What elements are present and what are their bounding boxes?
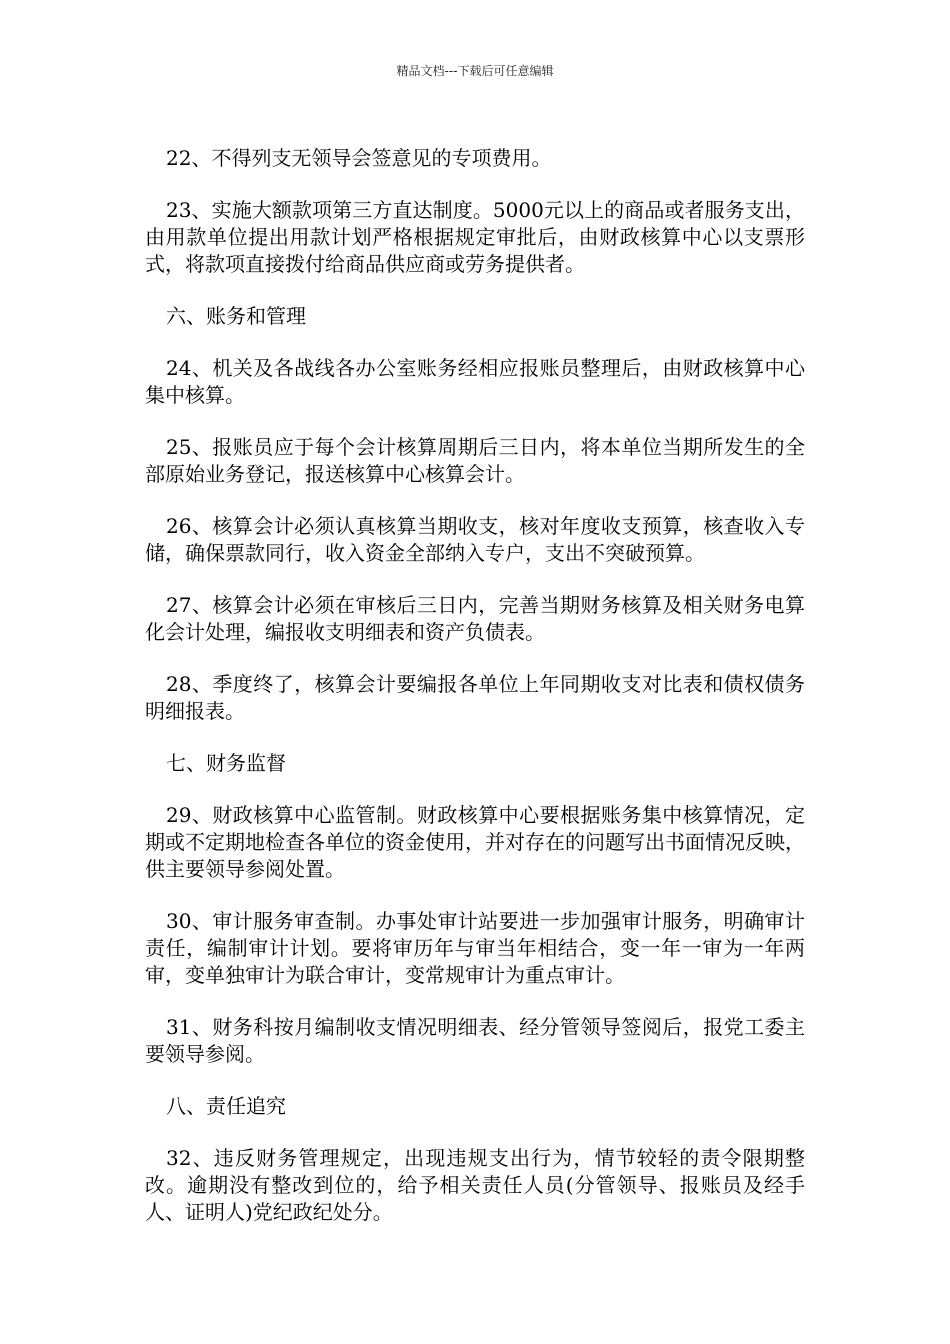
paragraph-22: 22、不得列支无领导会签意见的专项费用。 bbox=[166, 146, 552, 170]
paragraph-28: 28、季度终了，核算会计要编报各单位上年同期收支对比表和债权债务明细报表。 bbox=[145, 672, 805, 723]
paragraph-24: 24、机关及各战线各办公室账务经相应报账员整理后，由财政核算中心集中核算。 bbox=[145, 356, 805, 407]
document-body bbox=[145, 145, 805, 1251]
page-header: 精品文档---下载后可任意编辑 bbox=[396, 64, 554, 78]
section-heading-6: 六、账务和管理 bbox=[166, 304, 306, 328]
section-heading-7: 七、财务监督 bbox=[166, 751, 286, 775]
paragraph-32: 32、违反财务管理规定，出现违规支出行为，情节较轻的责令限期整改。逾期没有整改到位的，给予相关责任人员(分管领导、报账员及经手人、证明人)党纪政纪处分。 bbox=[145, 1146, 805, 1224]
paragraph-31: 31、财务科按月编制收支情况明细表、经分管领导签阅后，报党工委主要领导参阅。 bbox=[145, 1015, 805, 1066]
paragraph-30: 30、审计服务审查制。办事处审计站要进一步加强审计服务，明确审计责任，编制审计计划。要将审历年与审当年相结合，变一年一审为一年两审，变单独审计为联合审计，变常规审计为重点审计。 bbox=[145, 909, 805, 987]
paragraph-25: 25、报账员应于每个会计核算周期后三日内，将本单位当期所发生的全部原始业务登记，报送核算中心核算会计。 bbox=[145, 435, 805, 486]
paragraph-29: 29、财政核算中心监管制。财政核算中心要根据账务集中核算情况，定期或不定期地检查各单位的资金使用，并对存在的问题写出书面情况反映，供主要领导参阅处置。 bbox=[145, 803, 805, 881]
paragraph-27: 27、核算会计必须在审核后三日内，完善当期财务核算及相关财务电算化会计处理，编报收支明细表和资产负债表。 bbox=[145, 593, 805, 644]
section-heading-8: 八、责任追究 bbox=[166, 1094, 286, 1118]
paragraph-26: 26、核算会计必须认真核算当期收支，核对年度收支预算，核查收入专储，确保票款同行，收入资金全部纳入专户，支出不突破预算。 bbox=[145, 514, 805, 565]
paragraph-23: 23、实施大额款项第三方直达制度。5000元以上的商品或者服务支出，由用款单位提出用款计划严格根据规定审批后，由财政核算中心以支票形式，将款项直接拨付给商品供应商或劳务提供者。 bbox=[145, 198, 805, 276]
